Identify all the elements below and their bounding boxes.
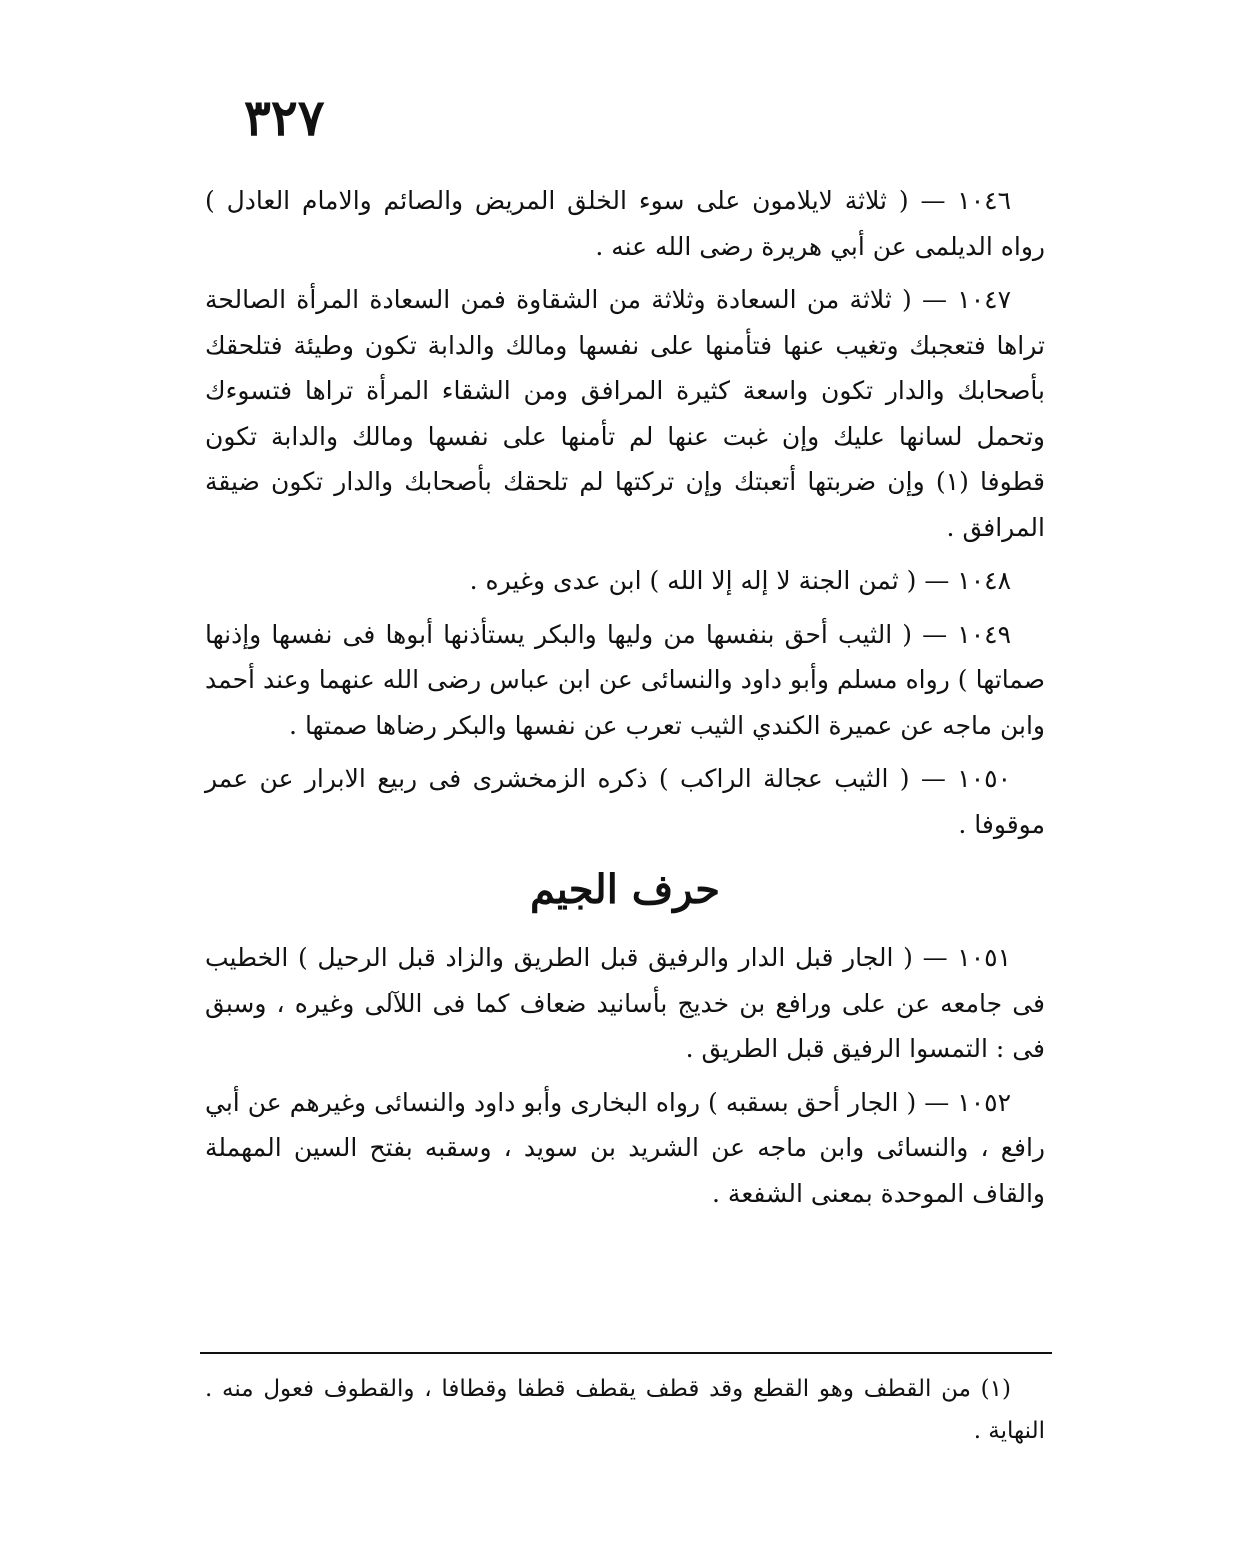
section-heading: حرف الجيم xyxy=(530,866,720,913)
footnote: (١) من القطف وهو القطع وقد قطف يقطف قطفا وقطافا ، والقطوف فعول منه . النهاية . xyxy=(205,1376,1045,1444)
hadith-entry-1048: ١٠٤٨ — ( ثمن الجنة لا إله إلا الله ) ابن عدى وغيره . xyxy=(469,566,1011,595)
hadith-entry-1052: ١٠٥٢ — ( الجار أحق بسقبه ) رواه البخارى وأبو داود والنسائى وغيرهم عن أبي رافع ، والنسائى وابن ماجه عن الشريد بن سويد ، وسقبه بفتح السين المهملة والقاف الموحدة بمعنى الشفعة . xyxy=(205,1087,1045,1208)
hadith-entry-1051: ١٠٥١ — ( الجار قبل الدار والرفيق قبل الطريق والزاد قبل الرحيل ) الخطيب فى جامعه عن على ورافع بن خديج بأسانيد ضعاف كما فى اللآلى وغيره ، وسبق فى : التمسوا الرفيق قبل الطريق . xyxy=(205,943,1045,1063)
main-text xyxy=(205,178,1045,1224)
hadith-entry-1049: ١٠٤٩ — ( الثيب أحق بنفسها من وليها والبكر يستأذنها أبوها فى نفسها وإذنها صماتها ) رواه مسلم وأبو داود والنسائى عن ابن عباس رضى الله عنهما وعند أحمد وابن ماجه عن عميرة الكندي الثيب تعرب عن نفسها والبكر رضاها صمتها . xyxy=(205,619,1045,740)
hadith-entry-1046: ١٠٤٦ — ( ثلاثة لايلامون على سوء الخلق المريض والصائم والامام العادل ) رواه الديلمى عن أبي هريرة رضى الله عنه . xyxy=(205,186,1045,261)
hadith-entry-1050: ١٠٥٠ — ( الثيب عجالة الراكب ) ذكره الزمخشرى فى ربيع الابرار عن عمر موقوفا . xyxy=(205,764,1045,839)
hadith-entry-1047: ١٠٤٧ — ( ثلاثة من السعادة وثلاثة من الشقاوة فمن السعادة المرأة الصالحة تراها فتعجبك وتغيب عنها فتأمنها على نفسها ومالك والدابة تكون وطيئة فتلحقك بأصحابك والدار تكون واسعة كثيرة المرافق ومن الشقاء المرأة تراها فتسوءك وتحمل لسانها عليك وإن غبت عنها لم تأمنها على نفسها ومالك والدابة تكون قطوفا (١) وإن ضربتها أتعبتك وإن تركتها لم تلحقك بأصحابك والدار تكون ضيقة المرافق . xyxy=(205,285,1045,542)
footnote-divider xyxy=(200,1352,1052,1354)
page-number: ٣٢٧ xyxy=(244,88,325,147)
